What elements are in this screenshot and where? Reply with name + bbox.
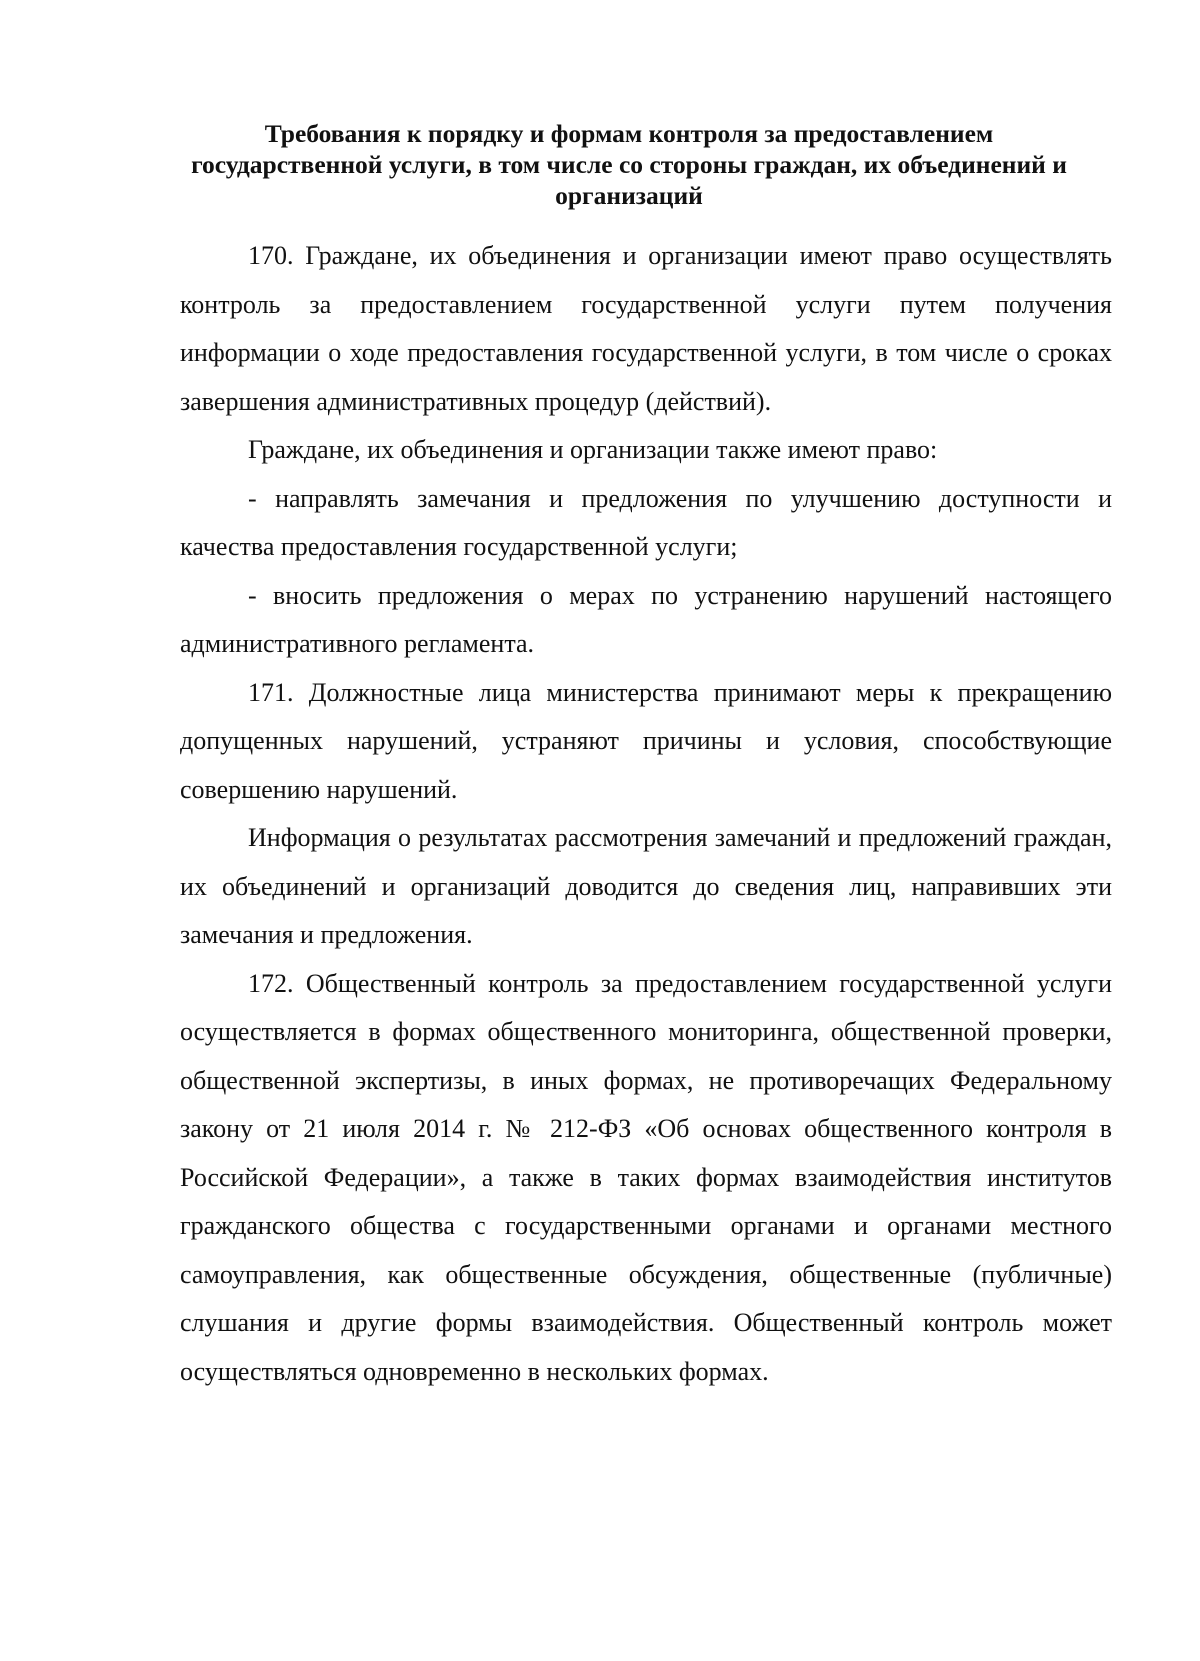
paragraph-rights-item-2: - вносить предложения о мерах по устранению нарушений настоящего административного регламента.: [180, 580, 1112, 658]
section-heading: Требования к порядку и формам контроля за предоставлением государственной услуги, в том числе со стороны граждан, их объединений и организаций: [191, 119, 1067, 210]
paragraph-172: 172. Общественный контроль за предоставлением государственной услуги осуществляется в формах общественного мониторинга, общественной проверки, общественной экспертизы, в иных формах, не противоречащих Федеральному закону от 21 июля 2014 г. № 212-ФЗ «Об основах общественного контроля в Российской Федерации», а также в таких формах взаимодействия институтов гражданского общества с государственными органами и органами местного самоуправления, как общественные обсуждения, общественные (публичные) слушания и другие формы взаимодействия. Общественный контроль может осуществляться одновременно в нескольких формах.: [180, 968, 1112, 1386]
document-body: [180, 232, 1112, 1396]
paragraph-170: 170. Граждане, их объединения и организации имеют право осуществлять контроль за предоставлением государственной услуги путем получения информации о ходе предоставления государственной услуги, в том числе о сроках завершения административных процедур (действий).: [180, 241, 1112, 416]
paragraph-information: Информация о результатах рассмотрения замечаний и предложений граждан, их объединений и организаций доводится до сведения лиц, направивших эти замечания и предложения.: [180, 823, 1112, 949]
paragraph-rights-intro: Граждане, их объединения и организации также имеют право:: [248, 435, 938, 464]
paragraph-rights-item-1: - направлять замечания и предложения по улучшению доступности и качества предоставления государственной услуги;: [180, 483, 1112, 561]
paragraph-171: 171. Должностные лица министерства принимают меры к прекращению допущенных нарушений, устраняют причины и условия, способствующие совершению нарушений.: [180, 677, 1112, 804]
